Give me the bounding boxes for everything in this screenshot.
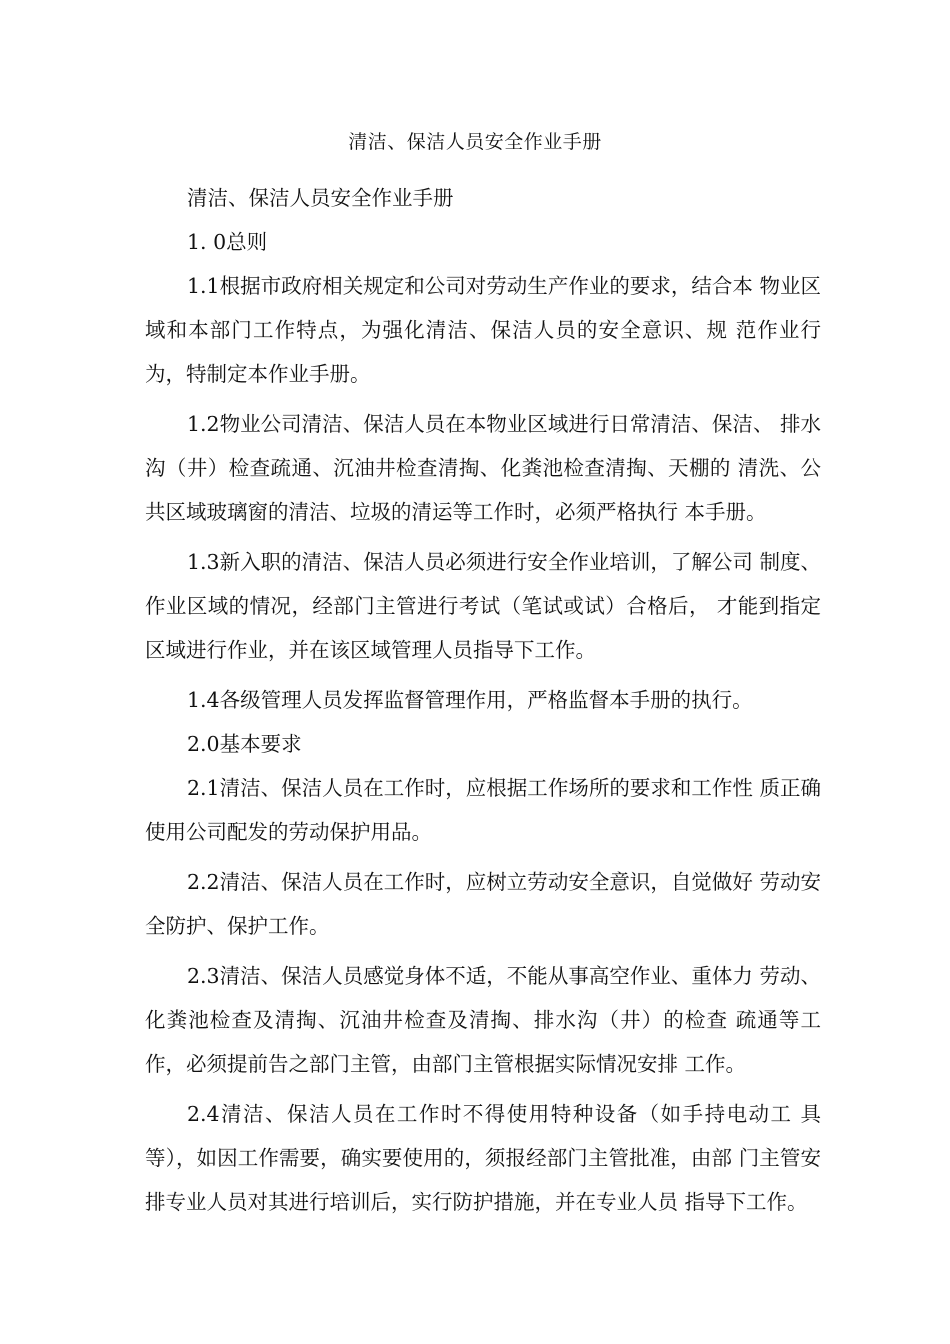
document-body [145, 176, 821, 1224]
subtitle-paragraph: 清洁、保洁人员安全作业手册 [187, 186, 454, 210]
paragraph-2-4: 2.4清洁、保洁人员在工作时不得使用特种设备（如手持电动工 具等），如因工作需要，确实要使用的，须报经部门主管批准，由部 门主管安排专业人员对其进行培训后，实行防护措施，并在专业人员 指导下工作。 [145, 1102, 821, 1214]
paragraph-1-1: 1.1根据市政府相关规定和公司对劳动生产作业的要求，结合本 物业区域和本部门工作特点，为强化清洁、保洁人员的安全意识、规 范作业行为，特制定本作业手册。 [145, 274, 821, 386]
paragraph-1-4: 1.4各级管理人员发挥监督管理作用，严格监督本手册的执行。 [187, 688, 753, 712]
paragraph-1-2: 1.2物业公司清洁、保洁人员在本物业区域进行日常清洁、保洁、 排水沟（井）检查疏通、沉油井检查清掏、化粪池检查清掏、天棚的 清洗、公共区域玻璃窗的清洁、垃圾的清运等工作时，必须严格执行 本手册。 [145, 412, 821, 524]
section-heading-basic-requirements: 2.0基本要求 [187, 732, 302, 756]
paragraph-1-3: 1.3新入职的清洁、保洁人员必须进行安全作业培训，了解公司 制度、作业区域的情况，经部门主管进行考试（笔试或试）合格后， 才能到指定区域进行作业，并在该区域管理人员指导下工作。 [145, 550, 821, 662]
document-title: 清洁、保洁人员安全作业手册 [348, 131, 602, 153]
paragraph-2-1: 2.1清洁、保洁人员在工作时，应根据工作场所的要求和工作性 质正确使用公司配发的劳动保护用品。 [145, 776, 821, 844]
paragraph-2-2: 2.2清洁、保洁人员在工作时，应树立劳动安全意识，自觉做好 劳动安全防护、保护工作。 [145, 870, 821, 938]
section-heading-general: 1. 0总则 [187, 230, 268, 254]
paragraph-2-3: 2.3清洁、保洁人员感觉身体不适，不能从事高空作业、重体力 劳动、化粪池检查及清掏、沉油井检查及清掏、排水沟（井）的检查 疏通等工作，必须提前告之部门主管，由部门主管根据实际情况安排 工作。 [145, 964, 821, 1076]
